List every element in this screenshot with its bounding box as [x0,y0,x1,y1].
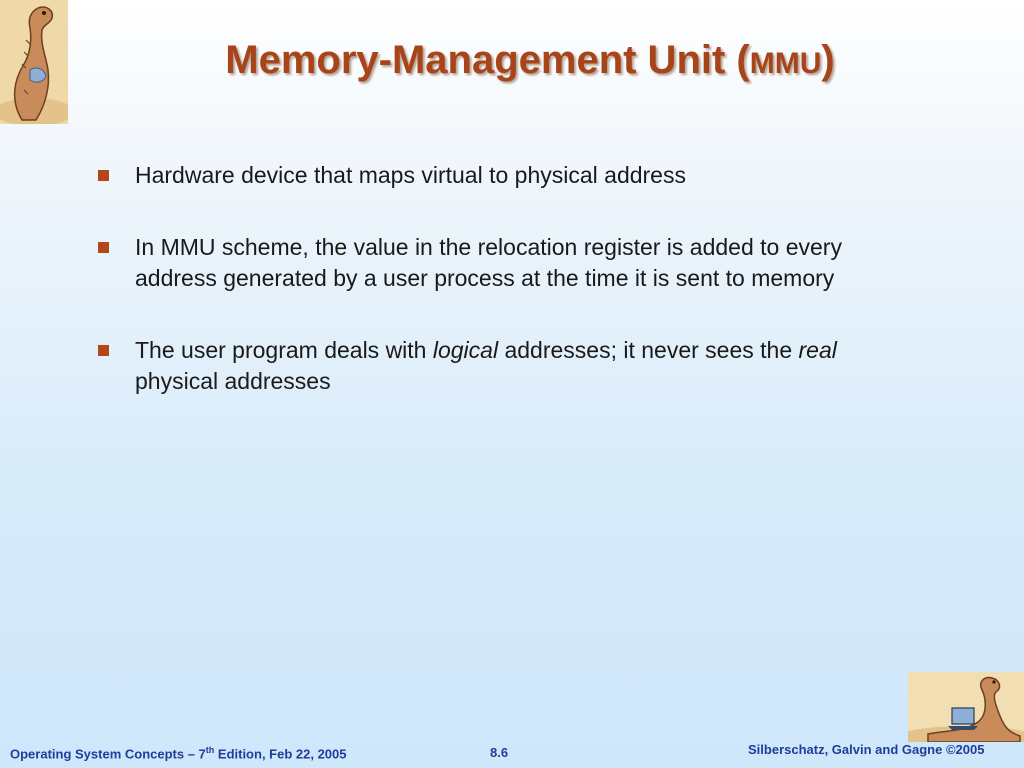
emphasis-logical: logical [432,337,499,363]
square-bullet-icon [98,242,109,253]
footer-left-text: Operating System Concepts – 7 [10,746,206,762]
slide-number: 8.6 [490,745,509,760]
square-bullet-icon [98,170,109,181]
bullet-item [96,160,916,191]
dinosaur-icon [0,0,68,124]
bullet-text-middle: addresses; it never sees the [498,337,799,363]
bullet-text-end: physical addresses [135,368,331,394]
footer-course-info [10,745,347,761]
bullet-item [96,335,916,397]
bullet-list [96,160,916,438]
footer-left-superscript: th [205,745,215,755]
title-abbreviation: MMU [749,47,822,80]
title-text: Memory-Management Unit ( [225,38,750,82]
emphasis-real: real [798,337,837,363]
bullet-text-start: The user program deals with [135,337,433,363]
bullet-item [96,232,916,294]
page-title [150,38,910,83]
footer-copyright: Silberschatz, Galvin and Gagne ©2005 [748,742,985,757]
square-bullet-icon [98,345,109,356]
bullet-text: Hardware device that maps virtual to physical address [135,162,686,188]
dinosaur-laptop-icon [908,672,1024,742]
title-close-paren: ) [821,38,835,82]
bullet-text: In MMU scheme, the value in the relocation register is added to every address generated by a user process at the time it is sent to memory [135,234,842,291]
footer-left-date: Edition, Feb 22, 2005 [214,746,347,762]
